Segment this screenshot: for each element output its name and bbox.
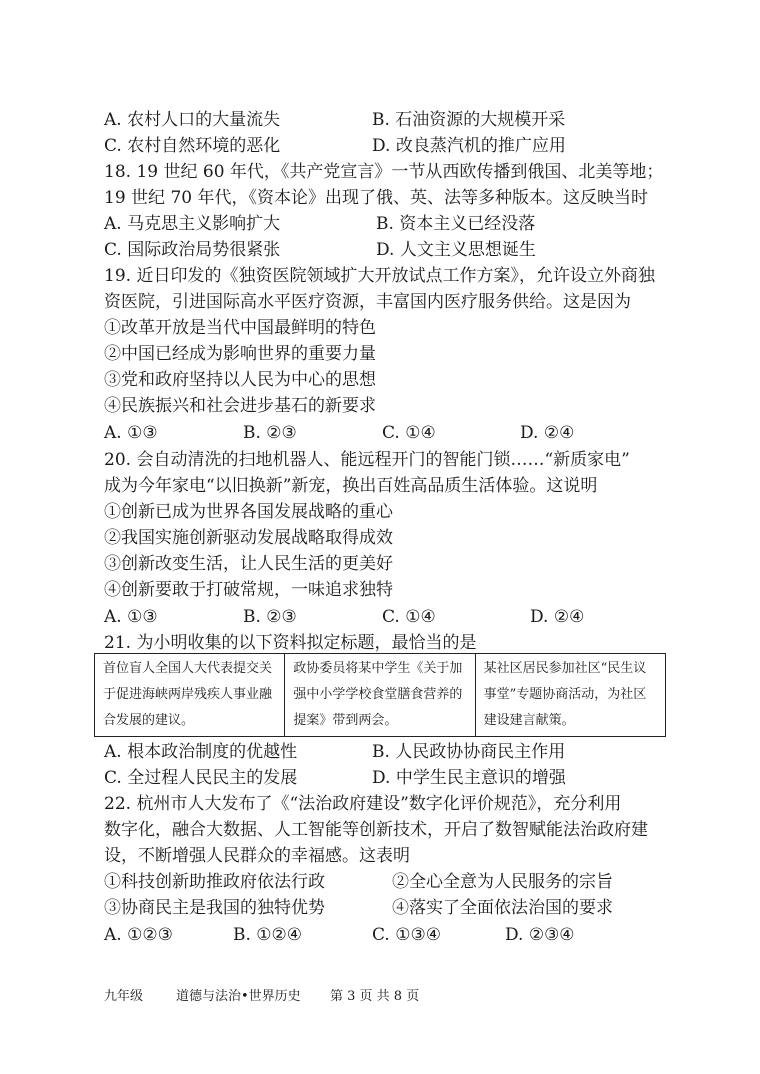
q18-option-d: D. 人文主义思想诞生 <box>376 240 536 260</box>
q20-statement-4: ④创新要敢于打破常规，一味追求独特 <box>104 580 393 600</box>
q17-option-c: C. 农村自然环境的恶化 <box>104 136 281 156</box>
q18-option-c: C. 国际政治局势很紧张 <box>104 240 281 260</box>
q18-stem-line-2: 19 世纪 70 年代，《资本论》出现了俄、英、法等多种版本。这反映当时 <box>104 188 648 208</box>
q21-material-1: 首位盲人全国人大代表提交关于促进海峡两岸残疾人事业融合发展的建议。 <box>103 661 273 728</box>
q19-statement-4: ④民族振兴和社会进步基石的新要求 <box>104 396 376 416</box>
q19-stem-line-2: 资医院，引进国际高水平医疗资源，丰富国内医疗服务供给。这是因为 <box>104 292 631 312</box>
q20-option-d: D. ②④ <box>530 607 585 627</box>
q17-option-d: D. 改良蒸汽机的推广应用 <box>372 136 566 156</box>
q19-option-a: A. ①③ <box>104 423 158 443</box>
q20-option-a: A. ①③ <box>104 607 158 627</box>
q20-statement-3: ③创新改变生活，让人民生活的更美好 <box>104 554 393 574</box>
q22-stem-line-2: 数字化，融合大数据、人工智能等创新技术，开启了数智赋能法治政府建 <box>104 820 648 840</box>
q17-option-b: B. 石油资源的大规模开采 <box>372 110 566 130</box>
q22-statement-1: ①科技创新助推政府依法行政 <box>104 872 325 892</box>
q20-statement-1: ①创新已成为世界各国发展战略的重心 <box>104 502 393 522</box>
q18-option-b: B. 资本主义已经没落 <box>376 214 536 234</box>
q19-statement-3: ③党和政府坚持以人民为中心的思想 <box>104 370 376 390</box>
q20-option-c: C. ①④ <box>382 607 436 627</box>
q22-statement-2: ②全心全意为人民服务的宗旨 <box>392 872 613 892</box>
q19-option-c: C. ①④ <box>382 423 436 443</box>
q22-option-c: C. ①③④ <box>372 925 441 945</box>
q21-option-c: C. 全过程人民民主的发展 <box>104 768 298 788</box>
q22-stem-line-3: 设，不断增强人民群众的幸福感。这表明 <box>104 846 410 866</box>
q21-material-2: 政协委员将某中学生《关于加强中小学学校食堂膳食营养的提案》带到两会。 <box>284 654 474 736</box>
q20-stem-line-1: 20. 会自动清洗的扫地机器人、能远程开门的智能门锁……“新质家电” <box>104 450 630 470</box>
q20-statement-2: ②我国实施创新驱动发展战略取得成效 <box>104 528 393 548</box>
q19-statement-2: ②中国已经成为影响世界的重要力量 <box>104 344 376 364</box>
q22-option-a: A. ①②③ <box>104 925 173 945</box>
q18-stem-line-1: 18. 19 世纪 60 年代，《共产党宣言》一节从西欧传播到俄国、北美等地； <box>104 162 664 182</box>
q19-statement-1: ①改革开放是当代中国最鲜明的特色 <box>104 318 376 338</box>
q17-option-a: A. 农村人口的大量流失 <box>104 110 281 130</box>
q22-stem-line-1: 22. 杭州市人大发布了《“法治政府建设”数字化评价规范》，充分利用 <box>104 794 622 814</box>
q21-material-3: 某社区居民参加社区“民生议事堂”专题协商活动，为社区建设建言献策。 <box>475 654 665 736</box>
q21-option-d: D. 中学生民主意识的增强 <box>372 768 566 788</box>
q19-stem-line-1: 19. 近日印发的《独资医院领域扩大开放试点工作方案》，允许设立外商独 <box>104 266 655 286</box>
q21-stem: 21. 为小明收集的以下资料拟定标题，最恰当的是 <box>104 633 477 653</box>
q22-statement-4: ④落实了全面依法治国的要求 <box>392 898 613 918</box>
q21-option-a: A. 根本政治制度的优越性 <box>104 742 298 762</box>
q19-option-d: D. ②④ <box>520 423 575 443</box>
q22-statement-3: ③协商民主是我国的独特优势 <box>104 898 325 918</box>
footer-grade: 九年级 <box>104 989 144 1004</box>
q21-material-table <box>94 653 666 737</box>
footer-page-number: 第 3 页 共 8 页 <box>330 989 420 1004</box>
q22-option-b: B. ①②④ <box>233 925 303 945</box>
footer-subject: 道德与法治•世界历史 <box>176 989 301 1004</box>
q19-option-b: B. ②③ <box>243 423 297 443</box>
q21-option-b: B. 人民政协协商民主作用 <box>372 742 566 762</box>
q20-option-b: B. ②③ <box>243 607 297 627</box>
q20-stem-line-2: 成为今年家电“以旧换新”新宠，换出百姓高品质生活体验。这说明 <box>104 476 598 496</box>
q18-option-a: A. 马克思主义影响扩大 <box>104 214 281 234</box>
q22-option-d: D. ②③④ <box>505 925 575 945</box>
